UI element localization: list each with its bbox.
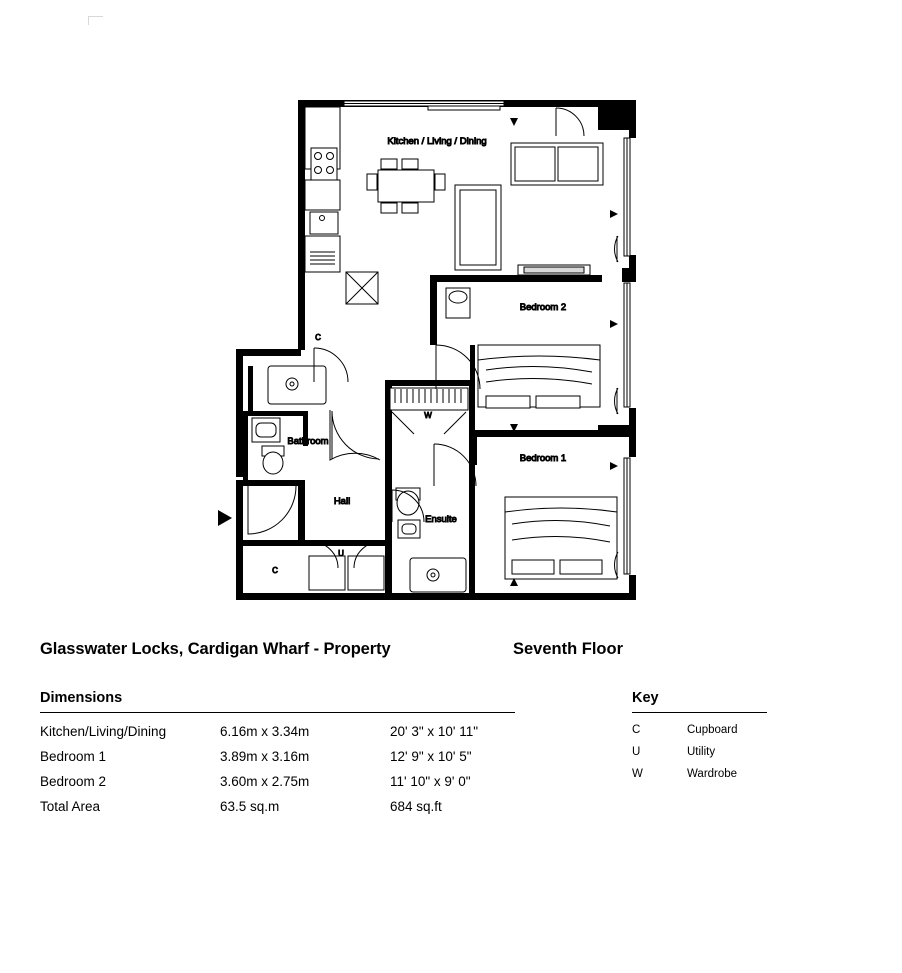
key-table xyxy=(632,719,767,785)
table-row xyxy=(40,794,515,819)
table-row xyxy=(40,719,515,744)
key-code: C xyxy=(632,724,641,736)
svg-text:U: U xyxy=(338,549,344,558)
svg-text:Hall: Hall xyxy=(333,496,351,507)
svg-text:C: C xyxy=(272,566,278,575)
dimensions-heading: Dimensions xyxy=(40,690,123,706)
key-section xyxy=(632,690,767,785)
key-meaning: Wardrobe xyxy=(687,768,738,780)
svg-text:Kitchen / Living / Dining: Kitchen / Living / Dining xyxy=(387,136,487,147)
dimension-metric: 3.60m x 2.75m xyxy=(220,774,310,789)
svg-text:Ensuite: Ensuite xyxy=(425,514,457,525)
key-heading: Key xyxy=(632,690,659,706)
dimension-imperial: 20' 3" x 10' 11" xyxy=(390,724,479,739)
page-title: Glasswater Locks, Cardigan Wharf - Property xyxy=(40,640,391,658)
key-divider xyxy=(632,712,767,713)
key-meaning: Cupboard xyxy=(687,724,738,736)
svg-text:C: C xyxy=(315,333,321,342)
table-row xyxy=(40,744,515,769)
svg-text:Bedroom 1: Bedroom 1 xyxy=(519,453,567,464)
key-code: W xyxy=(632,768,643,780)
plan-title-row xyxy=(40,640,870,672)
floor-title: Seventh Floor xyxy=(513,640,624,658)
dimension-metric: 6.16m x 3.34m xyxy=(220,724,310,739)
dimension-room: Bedroom 2 xyxy=(40,774,107,789)
dimensions-table xyxy=(40,719,515,819)
table-row xyxy=(40,769,515,794)
dimension-metric: 63.5 sq.m xyxy=(220,799,280,814)
key-meaning: Utility xyxy=(687,746,716,758)
list-item xyxy=(632,763,767,785)
dimension-room: Total Area xyxy=(40,799,101,814)
svg-text:W: W xyxy=(424,411,432,420)
dimensions-divider xyxy=(40,712,515,713)
dimension-imperial: 684 sq.ft xyxy=(390,799,442,814)
dimensions-section xyxy=(40,690,515,819)
dimension-imperial: 12' 9" x 10' 5" xyxy=(390,749,472,764)
dimension-metric: 3.89m x 3.16m xyxy=(220,749,310,764)
dimension-room: Bedroom 1 xyxy=(40,749,107,764)
list-item xyxy=(632,719,767,741)
svg-text:Bedroom 2: Bedroom 2 xyxy=(519,302,567,313)
dimension-imperial: 11' 10" x 9' 0" xyxy=(390,774,471,789)
svg-text:Bathroom: Bathroom xyxy=(287,436,329,447)
list-item xyxy=(632,741,767,763)
key-code: U xyxy=(632,746,641,758)
dimension-room: Kitchen/Living/Dining xyxy=(40,724,167,739)
